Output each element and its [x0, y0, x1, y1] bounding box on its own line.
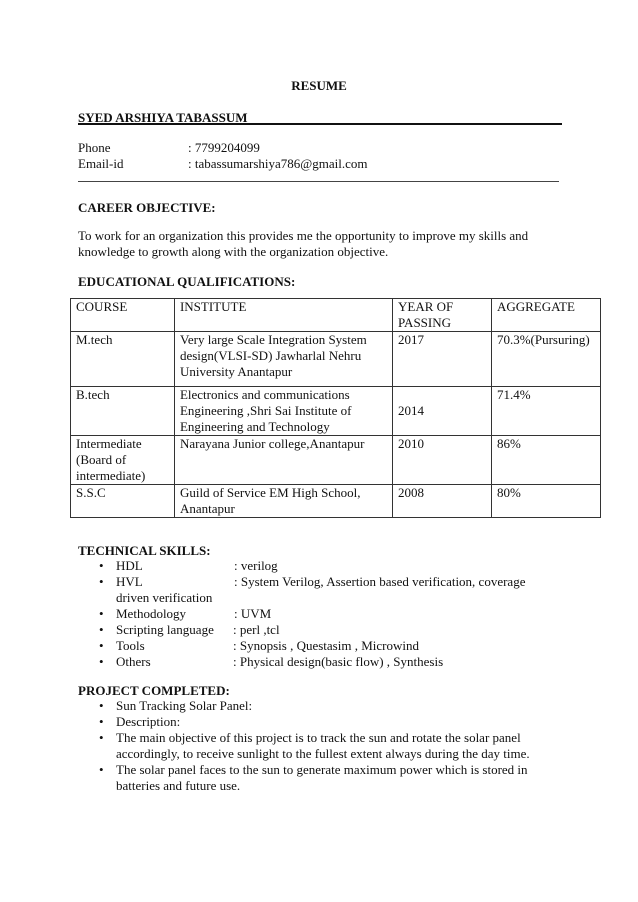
bullet-icon: •: [99, 622, 104, 637]
table-row: [71, 387, 601, 436]
list-item: [78, 558, 538, 574]
cell-course: S.S.C: [71, 485, 175, 518]
list-item: [78, 762, 538, 794]
header-institute: INSTITUTE: [174, 299, 392, 332]
cell-institute: Electronics and communications Engineering ,Shri Sai Institute of Engineering and Technology: [174, 387, 392, 436]
skill-value: : Physical design(basic flow) , Synthesis: [233, 654, 444, 669]
cell-course: M.tech: [71, 332, 175, 387]
project-line: Description:: [116, 714, 181, 729]
skill-label: HVL: [116, 574, 143, 589]
header-course: COURSE: [71, 299, 175, 332]
project-line: The solar panel faces to the sun to generate maximum power which is stored in batteries and future use.: [116, 762, 528, 793]
candidate-name: SYED ARSHIYA TABASSUM: [78, 110, 248, 125]
list-item: [78, 574, 538, 606]
email-label: Email-id: [78, 156, 124, 171]
cell-year: 2017: [393, 332, 492, 387]
cell-aggregate: 70.3%(Pursuring): [491, 332, 600, 387]
bullet-icon: •: [99, 574, 104, 589]
cell-institute: Very large Scale Integration System design(VLSI-SD) Jawharlal Nehru University Anantapur: [174, 332, 392, 387]
list-item: [78, 698, 538, 714]
cell-year: 2014: [393, 387, 492, 436]
skill-label: HDL: [116, 558, 143, 573]
cell-year: 2008: [393, 485, 492, 518]
technical-skills-heading: TECHNICAL SKILLS:: [78, 543, 211, 558]
phone-label: Phone: [78, 140, 111, 155]
cell-course: Intermediate (Board of intermediate): [71, 436, 175, 485]
skill-label: Others: [116, 654, 151, 669]
list-item: [78, 606, 538, 622]
skills-list: [78, 558, 538, 670]
cell-year: 2010: [393, 436, 492, 485]
cell-aggregate: 86%: [491, 436, 600, 485]
education-table: [70, 298, 601, 518]
skill-label: Scripting language: [116, 622, 214, 637]
project-completed-heading: PROJECT COMPLETED:: [78, 683, 230, 698]
bullet-icon: •: [99, 606, 104, 621]
career-objective-text: To work for an organization this provides me the opportunity to improve my skills and knowledge to growth along with the organization objective.: [78, 228, 529, 259]
cell-aggregate: 80%: [491, 485, 600, 518]
skill-value: : UVM: [234, 606, 272, 621]
resume-title: RESUME: [291, 78, 347, 93]
skill-label: Methodology: [116, 606, 187, 621]
list-item: [78, 638, 538, 654]
bullet-icon: •: [99, 714, 104, 729]
skill-label: Tools: [116, 638, 145, 653]
bullet-icon: •: [99, 558, 104, 573]
cell-aggregate: 71.4%: [491, 387, 600, 436]
bullet-icon: •: [99, 638, 104, 653]
cell-institute: Narayana Junior college,Anantapur: [174, 436, 392, 485]
table-row: [71, 332, 601, 387]
table-row: [71, 485, 601, 518]
phone-value: : 7799204099: [188, 140, 260, 155]
skill-value: : verilog: [234, 558, 278, 573]
table-header-row: [71, 299, 601, 332]
bullet-icon: •: [99, 730, 104, 745]
header-aggregate: AGGREGATE: [491, 299, 600, 332]
header-year: YEAR OF PASSING: [393, 299, 492, 332]
list-item: [78, 730, 538, 762]
skill-value: : Synopsis , Questasim , Microwind: [233, 638, 419, 653]
bullet-icon: •: [99, 698, 104, 713]
list-item: [78, 622, 538, 638]
education-heading: EDUCATIONAL QUALIFICATIONS:: [78, 274, 296, 289]
skill-value: : perl ,tcl: [233, 622, 280, 637]
cell-institute: Guild of Service EM High School, Anantapur: [174, 485, 392, 518]
bullet-icon: •: [99, 762, 104, 777]
name-divider: [78, 123, 562, 125]
skill-value: : System Verilog, Assertion based verification, coverage driven verification: [116, 574, 526, 605]
list-item: [78, 654, 538, 670]
project-line: Sun Tracking Solar Panel:: [116, 698, 253, 713]
bullet-icon: •: [99, 654, 104, 669]
list-item: [78, 714, 538, 730]
project-list: [78, 698, 538, 794]
cell-course: B.tech: [71, 387, 175, 436]
email-value: : tabassumarshiya786@gmail.com: [188, 156, 368, 171]
contact-divider: [78, 181, 559, 182]
career-objective-heading: CAREER OBJECTIVE:: [78, 200, 216, 215]
table-row: [71, 436, 601, 485]
project-line: The main objective of this project is to track the sun and rotate the solar panel accordingly, to receive sunlight to the fullest extent always during the day time.: [116, 730, 530, 761]
